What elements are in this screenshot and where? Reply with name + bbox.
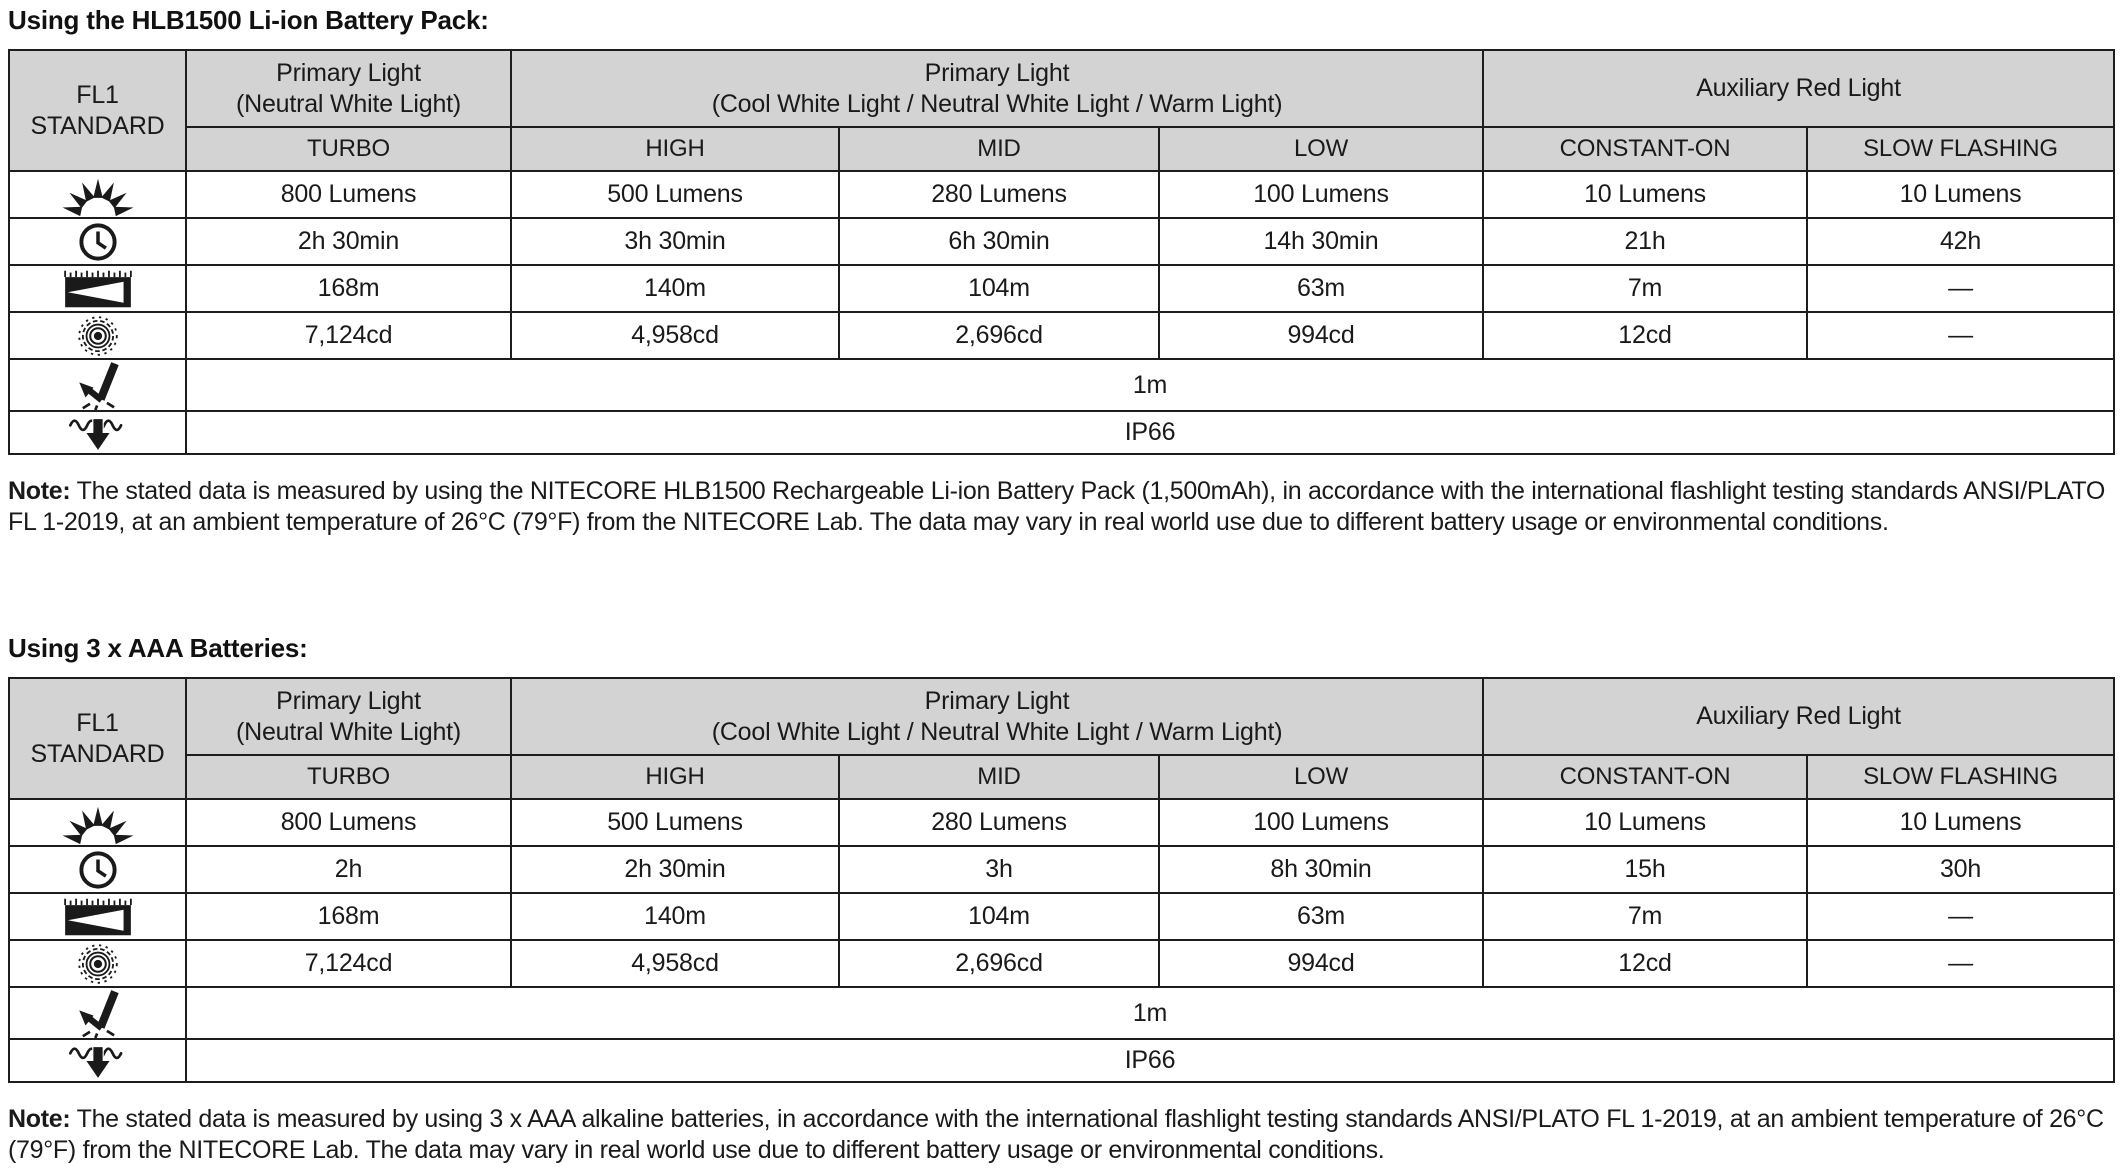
fl1-standard-table	[8, 49, 2115, 455]
beam-distance-row	[9, 893, 2114, 940]
spec-value-cell: 2,696cd	[839, 940, 1159, 987]
spec-value-cell: 4,958cd	[511, 940, 839, 987]
spec-value-cell: 7m	[1483, 265, 1807, 312]
group-header-primary-neutral: Primary Light (Neutral White Light)	[186, 678, 511, 755]
mode-header-low: LOW	[1159, 755, 1483, 799]
spec-value-cell: 800 Lumens	[186, 799, 511, 846]
spec-value-cell: 10 Lumens	[1807, 799, 2114, 846]
peak-beam-intensity-icon	[9, 312, 186, 359]
spec-value-cell: 280 Lumens	[839, 799, 1159, 846]
spec-value-cell: 280 Lumens	[839, 171, 1159, 218]
mode-header-turbo: TURBO	[186, 127, 511, 171]
mode-header-high: HIGH	[511, 127, 839, 171]
spec-value-cell: 63m	[1159, 893, 1483, 940]
note-label: Note:	[8, 477, 71, 505]
spec-value-cell: 7,124cd	[186, 312, 511, 359]
spec-value-cell: 12cd	[1483, 312, 1807, 359]
fl1-standard-table	[8, 677, 2115, 1083]
waterproof-icon	[9, 411, 186, 454]
spec-value-cell: 7m	[1483, 893, 1807, 940]
section-title: Using the HLB1500 Li-ion Battery Pack:	[8, 5, 489, 35]
section-title: Using 3 x AAA Batteries:	[8, 633, 308, 663]
spec-value-cell: 168m	[186, 893, 511, 940]
spec-value-cell: 12cd	[1483, 940, 1807, 987]
beam-distance-icon	[9, 893, 186, 940]
spec-value-cell: 994cd	[1159, 940, 1483, 987]
impact-resistance-row	[9, 987, 2114, 1039]
spec-value-cell: —	[1807, 312, 2114, 359]
spec-value-cell: 42h	[1807, 218, 2114, 265]
brightness-row	[9, 171, 2114, 218]
impact-resistance-cell: 1m	[186, 359, 2114, 411]
mode-header-constant-on: CONSTANT-ON	[1483, 755, 1807, 799]
spec-value-cell: 3h 30min	[511, 218, 839, 265]
spec-value-cell: 15h	[1483, 846, 1807, 893]
spec-value-cell: 500 Lumens	[511, 799, 839, 846]
beam-distance-icon	[9, 265, 186, 312]
peak-beam-intensity-icon	[9, 940, 186, 987]
spec-value-cell: 6h 30min	[839, 218, 1159, 265]
mode-header-slow-flashing: SLOW FLASHING	[1807, 127, 2114, 171]
fl1-label: FL1	[76, 708, 119, 737]
group-header-primary-neutral: Primary Light (Neutral White Light)	[186, 50, 511, 127]
table-note	[8, 476, 2113, 538]
spec-value-cell: 21h	[1483, 218, 1807, 265]
spec-value-cell: 2h 30min	[186, 218, 511, 265]
spec-value-cell: 4,958cd	[511, 312, 839, 359]
table-note	[8, 1104, 2113, 1166]
spec-value-cell: 994cd	[1159, 312, 1483, 359]
note-text: The stated data is measured by using 3 x AAA alkaline batteries, in accordance with the international flashlight testing standards ANSI/PLATO FL 1-2019, at an ambient temperature of 26°C (79°F) from the NITECORE Lab. The data may vary in real world use due to different battery usage or environmental conditions.	[8, 1105, 2104, 1164]
waterproof-icon	[9, 1039, 186, 1082]
spec-value-cell: 500 Lumens	[511, 171, 839, 218]
note-text: The stated data is measured by using the NITECORE HLB1500 Rechargeable Li-ion Battery Pack (1,500mAh), in accordance with the international flashlight testing standards ANSI/PLATO FL 1-2019, at an ambient temperature of 26°C (79°F) from the NITECORE Lab. The data may vary in real world use due to different battery usage or environmental conditions.	[8, 477, 2106, 536]
peak-beam-intensity-row	[9, 312, 2114, 359]
spec-value-cell: 30h	[1807, 846, 2114, 893]
ip-rating-cell: IP66	[186, 1039, 2114, 1082]
mode-header-low: LOW	[1159, 127, 1483, 171]
group-header-primary-cnw: Primary Light (Cool White Light / Neutral White Light / Warm Light)	[511, 678, 1483, 755]
spec-value-cell: 7,124cd	[186, 940, 511, 987]
spec-value-cell: 168m	[186, 265, 511, 312]
beam-distance-row	[9, 265, 2114, 312]
impact-resistance-icon	[9, 359, 186, 411]
section-aaa	[8, 632, 2113, 1166]
standard-label: STANDARD	[30, 739, 165, 768]
mode-header-high: HIGH	[511, 755, 839, 799]
spec-value-cell: 8h 30min	[1159, 846, 1483, 893]
group-header-aux-red: Auxiliary Red Light	[1483, 678, 2114, 755]
standard-label: STANDARD	[30, 111, 165, 140]
spec-value-cell: 10 Lumens	[1483, 799, 1807, 846]
peak-beam-intensity-row	[9, 940, 2114, 987]
brightness-icon	[9, 171, 186, 218]
spec-value-cell: 2,696cd	[839, 312, 1159, 359]
spec-value-cell: 2h	[186, 846, 511, 893]
spec-value-cell: 104m	[839, 265, 1159, 312]
spec-value-cell: 63m	[1159, 265, 1483, 312]
spec-value-cell: —	[1807, 265, 2114, 312]
mode-header-slow-flashing: SLOW FLASHING	[1807, 755, 2114, 799]
mode-header-constant-on: CONSTANT-ON	[1483, 127, 1807, 171]
spec-value-cell: 104m	[839, 893, 1159, 940]
note-label: Note:	[8, 1105, 71, 1133]
mode-header-turbo: TURBO	[186, 755, 511, 799]
spec-value-cell: —	[1807, 893, 2114, 940]
spec-value-cell: 2h 30min	[511, 846, 839, 893]
fl1-standard-header	[9, 50, 186, 171]
spec-value-cell: 100 Lumens	[1159, 799, 1483, 846]
ip-rating-cell: IP66	[186, 411, 2114, 454]
waterproof-row	[9, 411, 2114, 454]
runtime-row	[9, 846, 2114, 893]
spec-value-cell: 10 Lumens	[1807, 171, 2114, 218]
impact-resistance-icon	[9, 987, 186, 1039]
section-hlb1500	[8, 4, 2113, 538]
impact-resistance-cell: 1m	[186, 987, 2114, 1039]
spec-value-cell: 140m	[511, 893, 839, 940]
spec-value-cell: 800 Lumens	[186, 171, 511, 218]
spec-value-cell: 140m	[511, 265, 839, 312]
runtime-icon	[9, 846, 186, 893]
waterproof-row	[9, 1039, 2114, 1082]
impact-resistance-row	[9, 359, 2114, 411]
group-header-aux-red: Auxiliary Red Light	[1483, 50, 2114, 127]
group-header-primary-cnw: Primary Light (Cool White Light / Neutral White Light / Warm Light)	[511, 50, 1483, 127]
brightness-icon	[9, 799, 186, 846]
mode-header-mid: MID	[839, 127, 1159, 171]
brightness-row	[9, 799, 2114, 846]
spec-value-cell: 3h	[839, 846, 1159, 893]
fl1-standard-header	[9, 678, 186, 799]
runtime-icon	[9, 218, 186, 265]
mode-header-mid: MID	[839, 755, 1159, 799]
spec-value-cell: 14h 30min	[1159, 218, 1483, 265]
runtime-row	[9, 218, 2114, 265]
spec-value-cell: 10 Lumens	[1483, 171, 1807, 218]
spec-value-cell: 100 Lumens	[1159, 171, 1483, 218]
fl1-label: FL1	[76, 80, 119, 109]
spec-value-cell: —	[1807, 940, 2114, 987]
